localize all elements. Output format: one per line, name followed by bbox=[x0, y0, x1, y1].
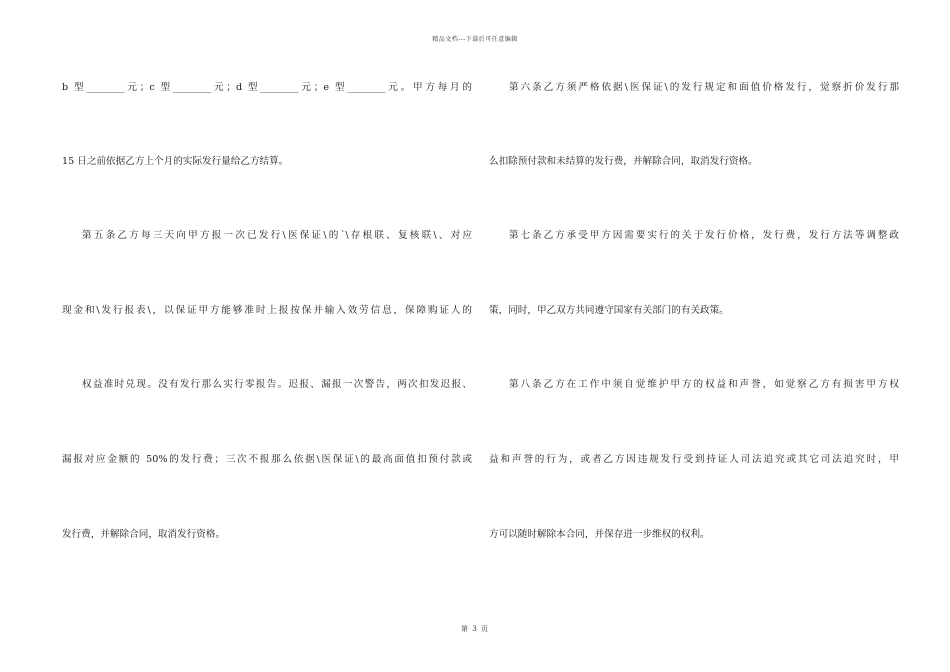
paragraph-line: 策，同时，甲乙双方共同遵守国家有关部门的有关政策。 bbox=[489, 305, 729, 316]
paragraph-line: 第八条乙方在工作中须自觉维护甲方的权益和声誉，如觉察乙方有损害甲方权 bbox=[509, 379, 899, 390]
paragraph-line: b 型________元；c 型________元；d 型________元；e 型________元。甲方每月的 bbox=[62, 82, 472, 93]
paragraph-line: 第六条乙方须严格依据\医保证\的发行规定和面值价格发行，觉察折价发行那 bbox=[509, 82, 899, 93]
paragraph-line: 漏报对应金额的 50%的发行费；三次不报那么依据\医保证\的最高面值扣预付款或 bbox=[62, 454, 472, 465]
paragraph-line: 第五条乙方每三天向甲方报一次已发行\医保证\的`\存根联、复核联\、对应 bbox=[82, 230, 472, 241]
paragraph-line: 发行费，并解除合同，取消发行资格。 bbox=[62, 529, 226, 540]
page-header: 精品文档---下载后可任意编辑 bbox=[432, 36, 518, 43]
paragraph-line: 方可以随时解除本合同，并保存进一步维权的权利。 bbox=[489, 529, 710, 540]
paragraph-line: 第七条乙方承受甲方因需要实行的关于发行价格，发行费，发行方法等调整政 bbox=[509, 230, 899, 241]
paragraph-line: 么扣除预付款和未结算的发行费，并解除合同，取消发行资格。 bbox=[489, 156, 758, 167]
paragraph-line: 益和声誉的行为，或者乙方因违规发行受到持证人司法追究或其它司法追究时，甲 bbox=[489, 454, 899, 465]
page-number: 第 3 页 bbox=[461, 625, 489, 633]
paragraph-line: 权益准时兑现。没有发行那么实行零报告。迟报、漏报一次警告，两次扣发迟报、 bbox=[82, 379, 472, 390]
paragraph-line: 现金和\发行报表\，以保证甲方能够准时上报按保并输入效劳信息，保障购证人的 bbox=[62, 305, 472, 316]
paragraph-line: 15 日之前依据乙方上个月的实际发行量给乙方结算。 bbox=[62, 156, 289, 167]
